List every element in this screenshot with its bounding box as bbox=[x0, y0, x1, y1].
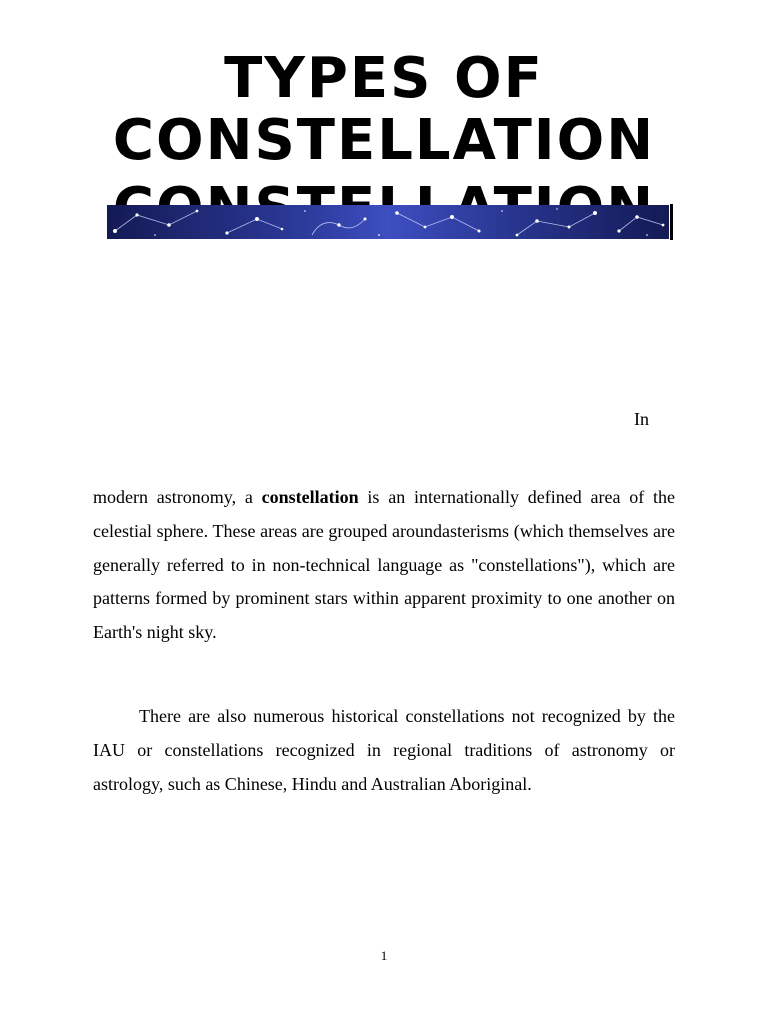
vertical-bar-mark bbox=[670, 204, 673, 240]
paragraph-1-lead: modern astronomy, a bbox=[93, 487, 262, 507]
document-title-line-2: CONSTELLATION bbox=[112, 108, 656, 173]
paragraph-2: There are also numerous historical constellations not recognized by the IAU or constellations recognized in regional traditions of astronomy or astrology, such as Chinese, Hindu and Australian Aboriginal. bbox=[93, 706, 675, 794]
paragraph-1 bbox=[93, 481, 675, 650]
lead-word: In bbox=[634, 409, 649, 429]
title-echo-fragment bbox=[0, 172, 768, 208]
document-title-line-1: TYPES OF bbox=[224, 46, 544, 111]
paragraph-1-bold-term: constellation bbox=[261, 487, 359, 507]
page-number: 1 bbox=[380, 948, 388, 963]
paragraph-1-rest: is an internationally defined area of the celestial sphere. These areas are grouped aroundasterisms (which themselves are generally referred to in non-technical language as "constellations"), which are patterns formed by prominent stars within apparent proximity to one another on Earth's night sky. bbox=[93, 487, 675, 643]
starfield-banner-image bbox=[107, 205, 669, 239]
